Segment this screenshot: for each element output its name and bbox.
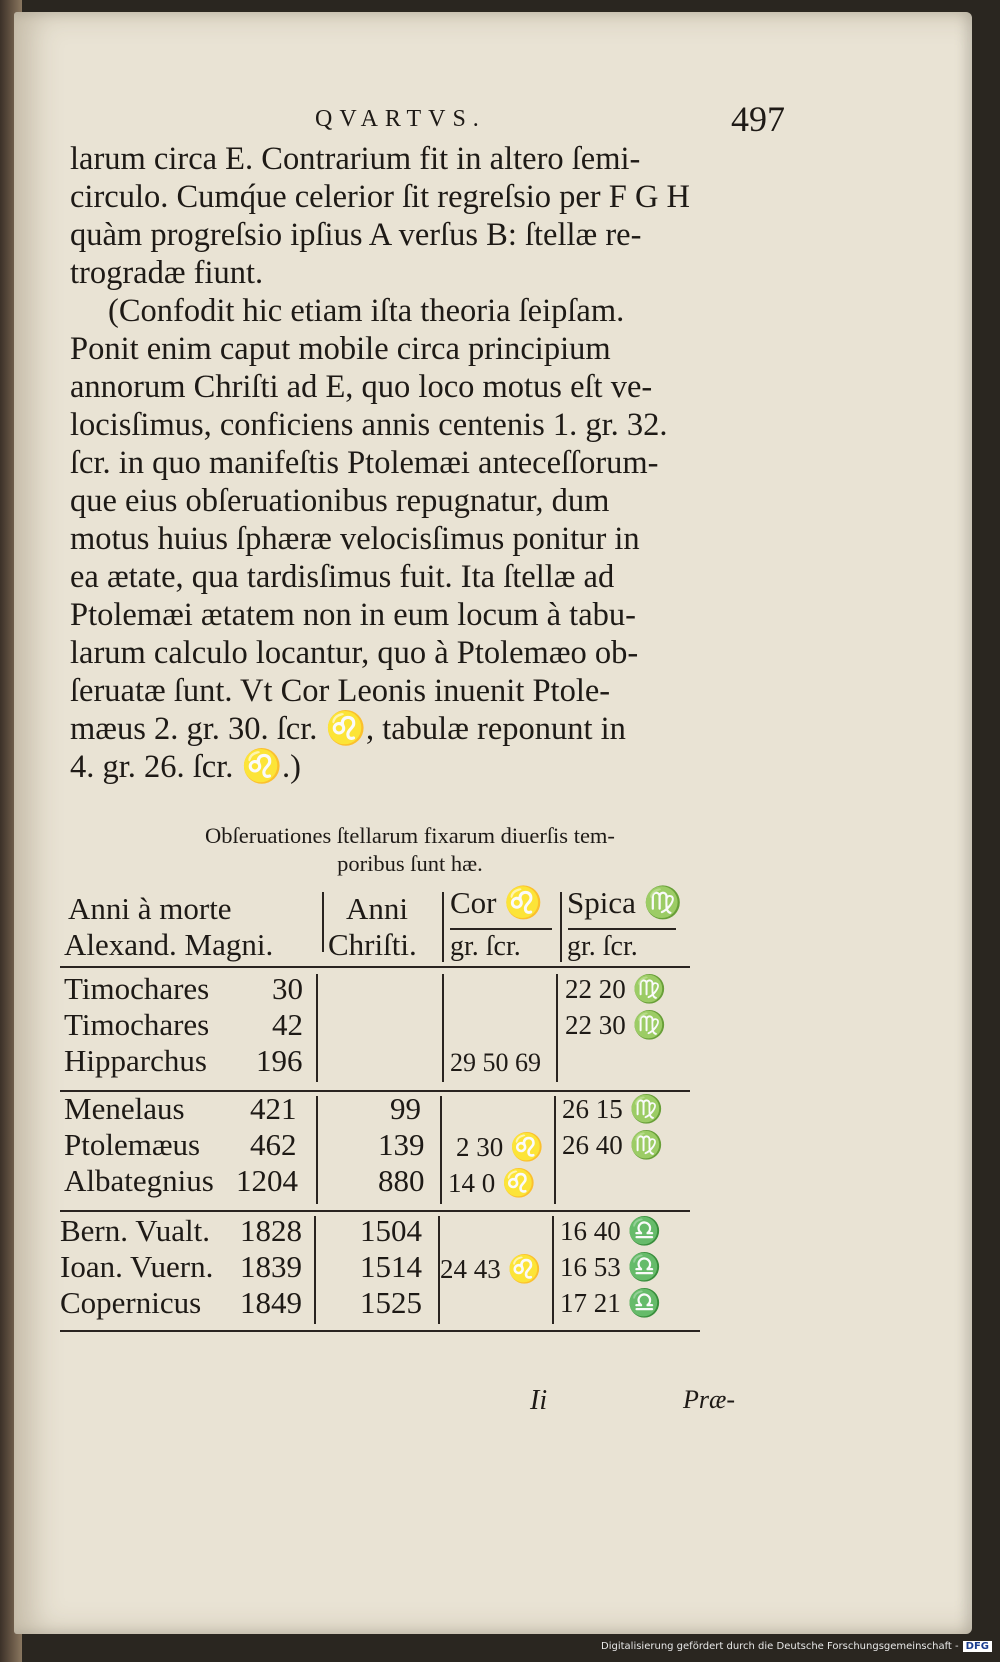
catchword: Præ- [683,1385,735,1414]
dfg-logo: DFG [963,1641,992,1652]
column-divider [314,1216,316,1324]
column-divider [554,1096,556,1204]
text-line: trogradæ fiunt. [70,255,264,291]
column-divider [552,1216,554,1324]
row-year: 1204 [236,1163,298,1198]
body-text [70,140,790,786]
text-line: ſeruatæ ſunt. Vt Cor Leonis inuenit Ptole- [70,673,611,709]
text-line: que eius obſeruationibus repugnatur, dum [70,483,610,519]
header-rule [60,966,690,968]
row-name: Timochares [64,971,210,1006]
column-divider [322,892,324,952]
subheader-rule [568,928,676,930]
page-header [315,98,785,146]
row-christ: 99 [390,1091,421,1126]
row-cor: 2 30 ♌ [456,1132,544,1162]
row-spica: 22 30 ♍ [565,1010,667,1040]
row-name: Menelaus [64,1091,185,1126]
header-col4-line1: Spica ♍ [567,885,683,920]
header-col2-line1: Anni [346,891,408,926]
row-year: 462 [250,1127,297,1162]
text-line: Ponit enim caput mobile circa principium [70,331,611,367]
text-line: quàm progreſsio ipſius A verſus B: ſtellæ re- [70,217,642,253]
column-divider [316,974,318,1082]
row-year: 421 [250,1091,297,1126]
row-name: Ptolemæus [64,1127,201,1162]
credit-text: Digitalisierung gefördert durch die Deutsche Forschungsgemeinschaft - [601,1641,959,1652]
row-christ: 1514 [360,1249,422,1284]
text-line: larum circa E. Contrarium fit in altero ſemi- [70,141,641,177]
row-christ: 1525 [360,1285,422,1320]
column-divider [438,1216,440,1324]
running-head: QVARTVS. [315,106,486,132]
header-col1-line1: Anni à morte [68,891,232,926]
column-divider [440,1096,442,1204]
row-christ: 1504 [360,1213,422,1248]
text-line: (Confodit hic etiam iſta theoria ſeipſam. [108,293,625,329]
row-spica: 16 40 ♎ [560,1216,662,1246]
text-line: ſcr. in quo manifeſtis Ptolemæi anteceſſorum- [70,445,659,481]
row-cor: 29 50 69 [450,1048,541,1077]
header-col2-line2: Chriſti. [328,927,417,962]
row-spica: 22 20 ♍ [565,974,667,1004]
text-line: locisſimus, conficiens annis centenis 1. gr. 32. [70,407,668,443]
row-name: Ioan. Vuern. [60,1249,214,1284]
column-divider [560,892,562,962]
row-year: 196 [256,1043,303,1078]
text-line: mæus 2. gr. 30. ſcr. ♌, tabulæ reponunt in [70,711,626,747]
text-line: circulo. Cumq́ue celerior ſit regreſsio per F G H [70,179,691,215]
row-christ: 880 [378,1163,425,1198]
page-number: 497 [731,99,785,139]
row-name: Bern. Vualt. [60,1213,210,1248]
row-year: 42 [272,1007,303,1042]
caption-line: poribus ſunt hæ. [337,851,483,876]
text-line: annorum Chriſti ad E, quo loco motus eſt ve- [70,369,653,405]
row-name: Timochares [64,1007,210,1042]
row-spica: 26 40 ♍ [562,1130,664,1160]
row-year: 1828 [240,1213,302,1248]
row-christ: 139 [378,1127,425,1162]
row-spica: 16 53 ♎ [560,1252,662,1282]
row-spica: 17 21 ♎ [560,1288,662,1318]
column-divider [442,892,444,962]
row-name: Hipparchus [64,1043,207,1078]
row-spica: 26 15 ♍ [562,1094,664,1124]
row-year: 1849 [240,1285,302,1320]
row-name: Copernicus [60,1285,202,1320]
text-line: 4. gr. 26. ſcr. ♌.) [70,749,301,785]
caption-line: Obſeruationes ſtellarum fixarum diuerſis tem- [205,823,615,848]
text-line: Ptolemæi ætatem non in eum locum à tabu- [70,597,636,633]
column-divider [316,1096,318,1204]
row-year: 30 [272,971,303,1006]
table-caption [100,822,720,878]
text-line: larum calculo locantur, quo à Ptolemæo ob- [70,635,639,671]
subheader-rule [450,928,552,930]
text-line: ea ætate, qua tardisſimus fuit. Ita ſtellæ ad [70,559,615,595]
row-cor: 14 0 ♌ [448,1168,536,1198]
header-col3-line1: Cor ♌ [450,885,543,920]
header-col3-line2: gr. ſcr. [450,931,521,962]
text-line: motus huius ſphæræ velocisſimus ponitur in [70,521,640,557]
row-year: 1839 [240,1249,302,1284]
row-name: Albategnius [64,1163,214,1198]
column-divider [442,974,444,1082]
row-cor: 24 43 ♌ [440,1254,542,1284]
header-col1-line2: Alexand. Magni. [64,927,274,962]
table-bottom-rule [60,1330,700,1332]
signature-mark: Ii [530,1385,548,1416]
observations-table [60,884,740,1374]
column-divider [556,974,558,1082]
header-col4-line2: gr. ſcr. [567,931,638,962]
digitization-credit [601,1641,992,1652]
